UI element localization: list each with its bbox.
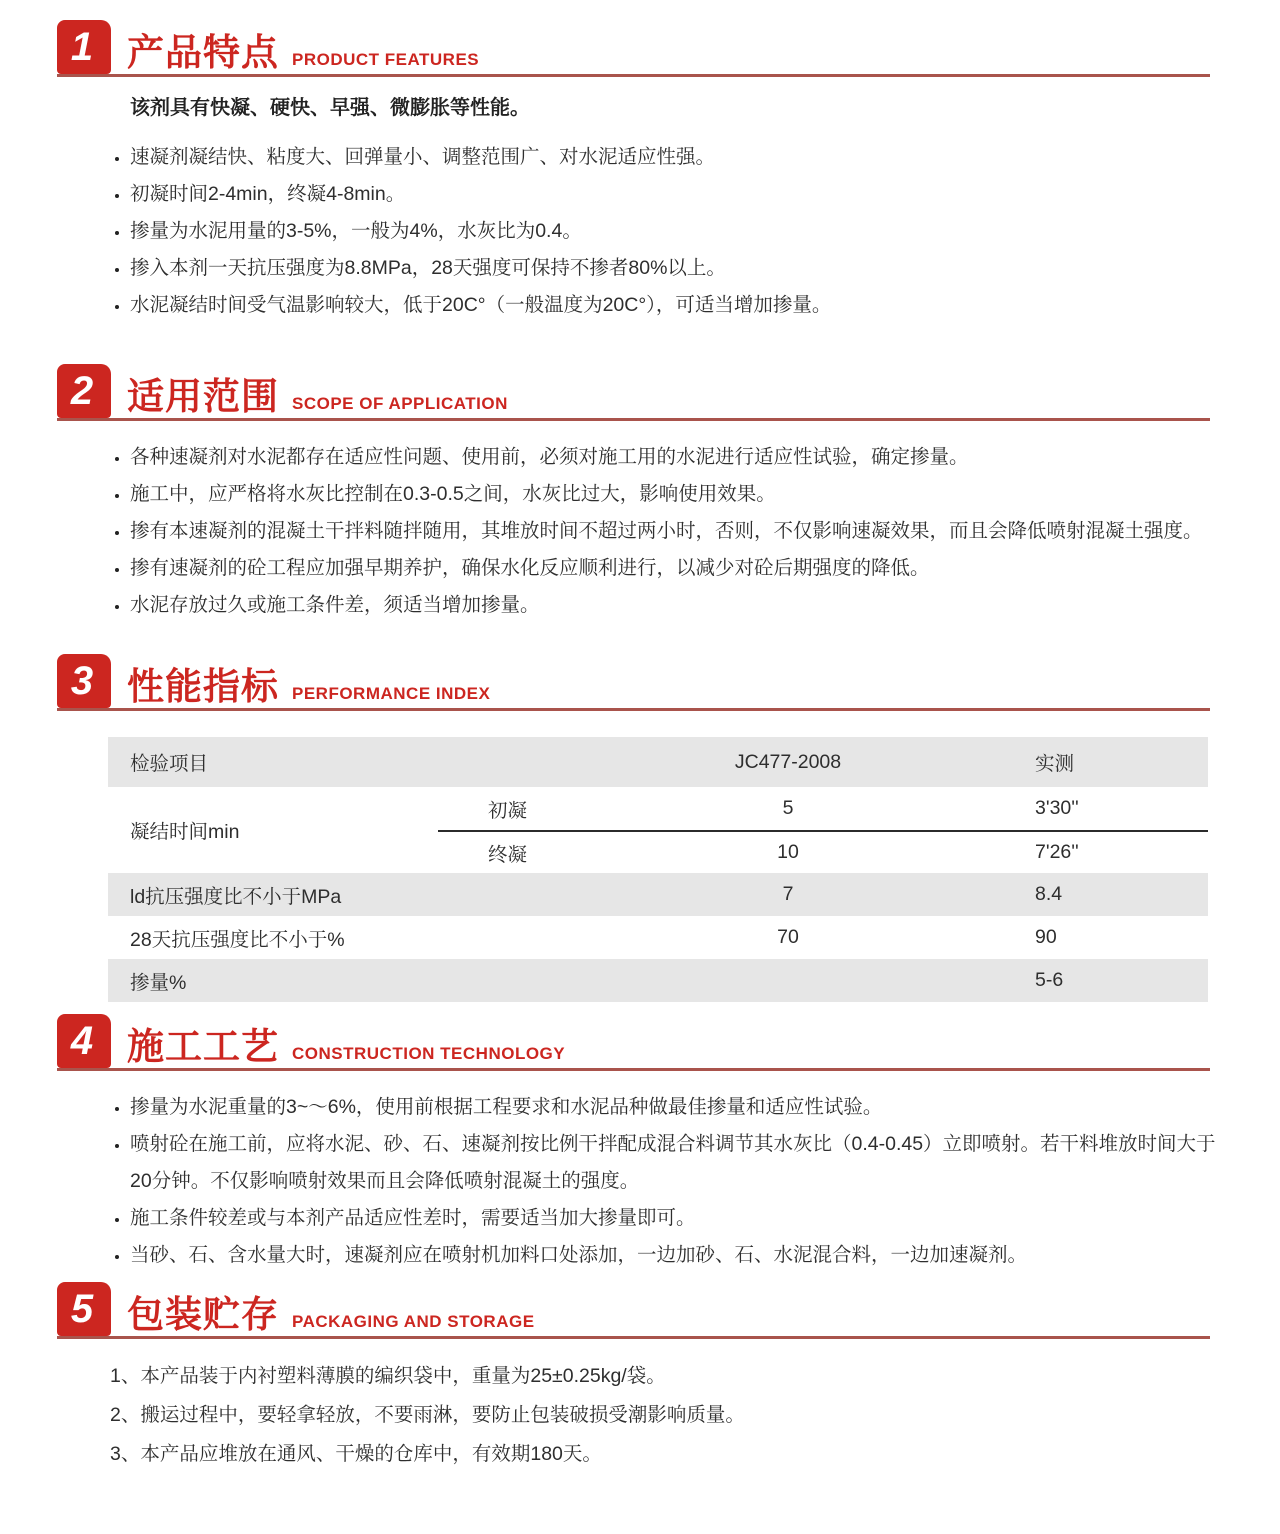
cell-measured: 3'30'' (1035, 797, 1079, 819)
cell-label: ld抗压强度比不小于MPa (130, 885, 342, 908)
section-title-en: PRODUCT FEATURES (292, 50, 480, 69)
subrow-name: 初凝 (488, 799, 528, 822)
section-performance-index (0, 654, 1280, 1002)
bullet-item: • 掺入本剂一天抗压强度为8.8MPa，28天强度可保持不掺者80%以上。 (130, 250, 1218, 287)
section-title-en: CONSTRUCTION TECHNOLOGY (292, 1044, 566, 1063)
section-4-number-badge (57, 1014, 111, 1068)
bullet-item: • 掺有本速凝剂的混凝土干拌料随拌随用，其堆放时间不超过两小时，否则，不仅影响速凝效果，而且会降低喷射混凝土强度。 (130, 513, 1218, 550)
section-3-number-badge (57, 654, 111, 708)
section-2-titles (127, 378, 508, 418)
section-1-header (57, 20, 1210, 77)
section-number: 4 (70, 1018, 94, 1063)
construction-bullet-list (112, 1089, 1218, 1274)
table-header-row (108, 737, 1208, 787)
bullet-item: • 掺量为水泥用量的3-5%，一般为4%，水灰比为0.4。 (130, 213, 1218, 250)
bullet-item: • 水泥存放过久或施工条件差，须适当增加掺量。 (130, 587, 1218, 624)
bullet-item: • 施工中，应严格将水灰比控制在0.3-0.5之间，水灰比过大，影响使用效果。 (130, 476, 1218, 513)
col-header-standard: JC477-2008 (734, 750, 842, 773)
bullet-item: • 速凝剂凝结快、粘度大、回弹量小、调整范围广、对水泥适应性强。 (130, 139, 1218, 176)
cell-standard: 70 (777, 926, 799, 948)
section-4-header (57, 1014, 1210, 1071)
section-title-zh: 产品特点 (127, 32, 279, 73)
cell-standard: 5 (782, 797, 794, 819)
features-bullet-list (112, 139, 1218, 324)
table-row (108, 873, 1208, 916)
bullet-item: • 水泥凝结时间受气温影响较大，低于20C°（一般温度为20C°），可适当增加掺量。 (130, 287, 1218, 324)
bullet-item: • 掺有速凝剂的砼工程应加强早期养护，确保水化反应顺利进行，以减少对砼后期强度的降低。 (130, 550, 1218, 587)
section-title-en: PACKAGING AND STORAGE (292, 1312, 535, 1331)
section-3-header (57, 654, 1210, 711)
cell-standard: 10 (777, 841, 799, 863)
section-5-header (57, 1282, 1210, 1339)
section-title-zh: 性能指标 (127, 666, 279, 707)
table-row (438, 787, 1208, 830)
col-header-test-item: 检验项目 (130, 753, 209, 775)
section-5-titles (127, 1296, 535, 1336)
section-scope-of-application (0, 364, 1280, 624)
subrow-name: 终凝 (488, 843, 528, 866)
table-row (438, 830, 1208, 873)
section-number: 1 (70, 24, 94, 69)
section-2-header (57, 364, 1210, 421)
section-construction-technology (0, 1014, 1280, 1274)
features-intro-text: 该剂具有快凝、硬快、早强、微膨胀等性能。 (130, 97, 530, 119)
section-4-titles (127, 1028, 565, 1068)
section-packaging-storage (0, 1282, 1280, 1467)
scope-bullet-list (112, 439, 1218, 624)
numbered-item: 3、本产品应堆放在通风、干燥的仓库中，有效期180天。 (110, 1443, 602, 1465)
table-row (108, 959, 1208, 1002)
bullet-item: • 施工条件较差或与本剂产品适应性差时，需要适当加大掺量即可。 (130, 1200, 1218, 1237)
numbered-item: 2、搬运过程中，要轻拿轻放，不要雨淋，要防止包装破损受潮影响质量。 (110, 1404, 745, 1426)
section-3-titles (127, 668, 490, 708)
bullet-item: • 喷射砼在施工前，应将水泥、砂、石、速凝剂按比例干拌配成混合料调节其水灰比（0.4-0.45）立即喷射。若干料堆放时间大于20分钟。不仅影响喷射效果而且会降低喷射混凝土的强度。 (130, 1126, 1218, 1200)
cell-standard: 7 (782, 883, 794, 905)
section-title-zh: 适用范围 (127, 376, 279, 417)
packaging-item-list (110, 1363, 1218, 1467)
performance-table (108, 737, 1208, 1002)
bullet-item: • 掺量为水泥重量的3~～6%，使用前根据工程要求和水泥品种做最佳掺量和适应性试验。 (130, 1089, 1218, 1126)
cell-measured: 7'26'' (1035, 841, 1079, 863)
cell-measured: 5-6 (1035, 969, 1064, 991)
cell-measured: 8.4 (1035, 883, 1063, 905)
section-5-number-badge (57, 1282, 111, 1336)
section-number: 2 (70, 368, 94, 413)
numbered-item: 1、本产品装于内衬塑料薄膜的编织袋中，重量为25±0.25kg/袋。 (110, 1365, 666, 1387)
section-title-en: SCOPE OF APPLICATION (292, 394, 508, 413)
product-spec-document (0, 20, 1280, 1467)
section-1-titles (127, 34, 479, 74)
section-title-zh: 施工工艺 (127, 1026, 279, 1067)
section-2-number-badge (57, 364, 111, 418)
group-subrows (438, 787, 1208, 873)
bullet-item: • 当砂、石、含水量大时，速凝剂应在喷射机加料口处添加，一边加砂、石、水泥混合料，一边加速凝剂。 (130, 1237, 1218, 1274)
bullet-item: • 初凝时间2-4min，终凝4-8min。 (130, 176, 1218, 213)
table-group-setting-time (108, 787, 1208, 873)
group-label: 凝结时间min (130, 821, 240, 843)
cell-label: 28天抗压强度比不小于% (130, 928, 345, 951)
section-product-features (0, 20, 1280, 324)
table-row (108, 916, 1208, 959)
bullet-item: • 各种速凝剂对水泥都存在适应性问题、使用前，必须对施工用的水泥进行适应性试验，确定掺量。 (130, 439, 1218, 476)
cell-label: 掺量% (130, 971, 187, 994)
section-number: 5 (70, 1286, 94, 1331)
section-title-zh: 包装贮存 (127, 1294, 279, 1335)
section-title-en: PERFORMANCE INDEX (292, 684, 491, 703)
col-header-measured: 实测 (1035, 753, 1075, 775)
cell-measured: 90 (1035, 926, 1057, 948)
section-1-number-badge (57, 20, 111, 74)
section-number: 3 (70, 658, 94, 703)
